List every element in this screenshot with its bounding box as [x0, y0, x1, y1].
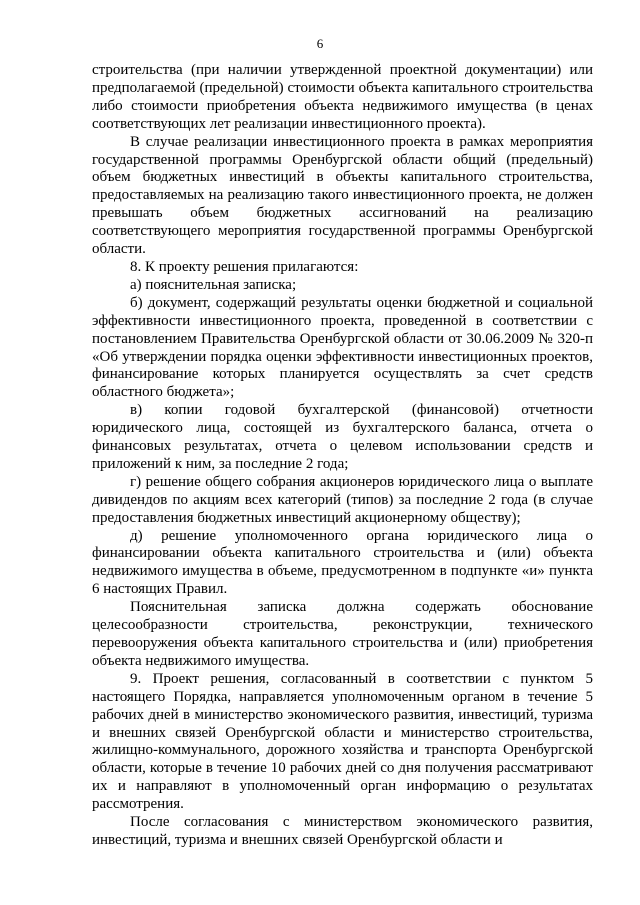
- paragraph-program-limit: В случае реализации инвестиционного проекта в рамках мероприятия государственной программы Оренбургской области общий (предельный) объем бюджетных инвестиций в объекты капитального строительства, предоставляемых на реализацию такого инвестиционного проекта, не должен превышать объем бюджетных ассигнований на реализацию соответствующего мероприятия государственной программы Оренбургской области.: [92, 133, 593, 258]
- document-body: [92, 62, 593, 850]
- paragraph-item-8e: д) решение уполномоченного органа юридического лица о финансировании объекта капитального строительства и (или) объекта недвижимого имущества в объеме, предусмотренном в подпункте «и» пункта 6 настоящих Правил.: [92, 527, 593, 598]
- paragraph-after-approval: После согласования с министерством экономического развития, инвестиций, туризма и внешних связей Оренбургской области и: [92, 814, 593, 848]
- page-number: 6: [316, 36, 324, 51]
- paragraph-item-8a: а) пояснительная записка;: [130, 276, 297, 293]
- paragraph-item-8c: в) копии годовой бухгалтерской (финансовой) отчетности юридического лица, состоящей из бухгалтерского баланса, отчета о финансовых результатах, отчета о целевом использовании средств и приложений к ним, за последние 2 года;: [92, 402, 593, 472]
- paragraph-item-8-heading: 8. К проекту решения прилагаются:: [130, 258, 359, 275]
- paragraph-item-9: 9. Проект решения, согласованный в соответствии с пунктом 5 настоящего Порядка, направляется уполномоченным органом в течение 5 рабочих дней в министерство экономического развития, инвестиций, туризма и внешних связей Оренбургской области и министерство строительства, жилищно-коммунального, дорожного хозяйства и транспорта Оренбургской области, которые в течение 10 рабочих дней со дня получения рассматривают их и направляют в уполномоченный орган информацию о результатах рассмотрения.: [92, 670, 593, 813]
- paragraph-project-cost: строительства (при наличии утвержденной проектной документации) или предполагаемой (предельной) стоимости объекта капитального строительства либо стоимости приобретения объекта недвижимого имущества (в ценах соответствующих лет реализации инвестиционного проекта).: [92, 62, 593, 132]
- paragraph-item-8d: г) решение общего собрания акционеров юридического лица о выплате дивидендов по акциям всех категорий (типов) за последние 2 года (в случае предоставления бюджетных инвестиций акционерному обществу);: [92, 473, 593, 526]
- paragraph-item-8b: б) документ, содержащий результаты оценки бюджетной и социальной эффективности инвестиционного проекта, проведенной в соответствии с постановлением Правительства Оренбургской области от 30.06.2009 № 320-п «Об утверждении порядка оценки эффективности инвестиционных проектов, финансирование которых планируется осуществлять за счет средств областного бюджета»;: [92, 294, 593, 401]
- paragraph-explanatory-note: Пояснительная записка должна содержать обоснование целесообразности строительства, реконструкции, технического перевооружения объекта капитального строительства и (или) приобретения объекта недвижимого имущества.: [92, 599, 593, 669]
